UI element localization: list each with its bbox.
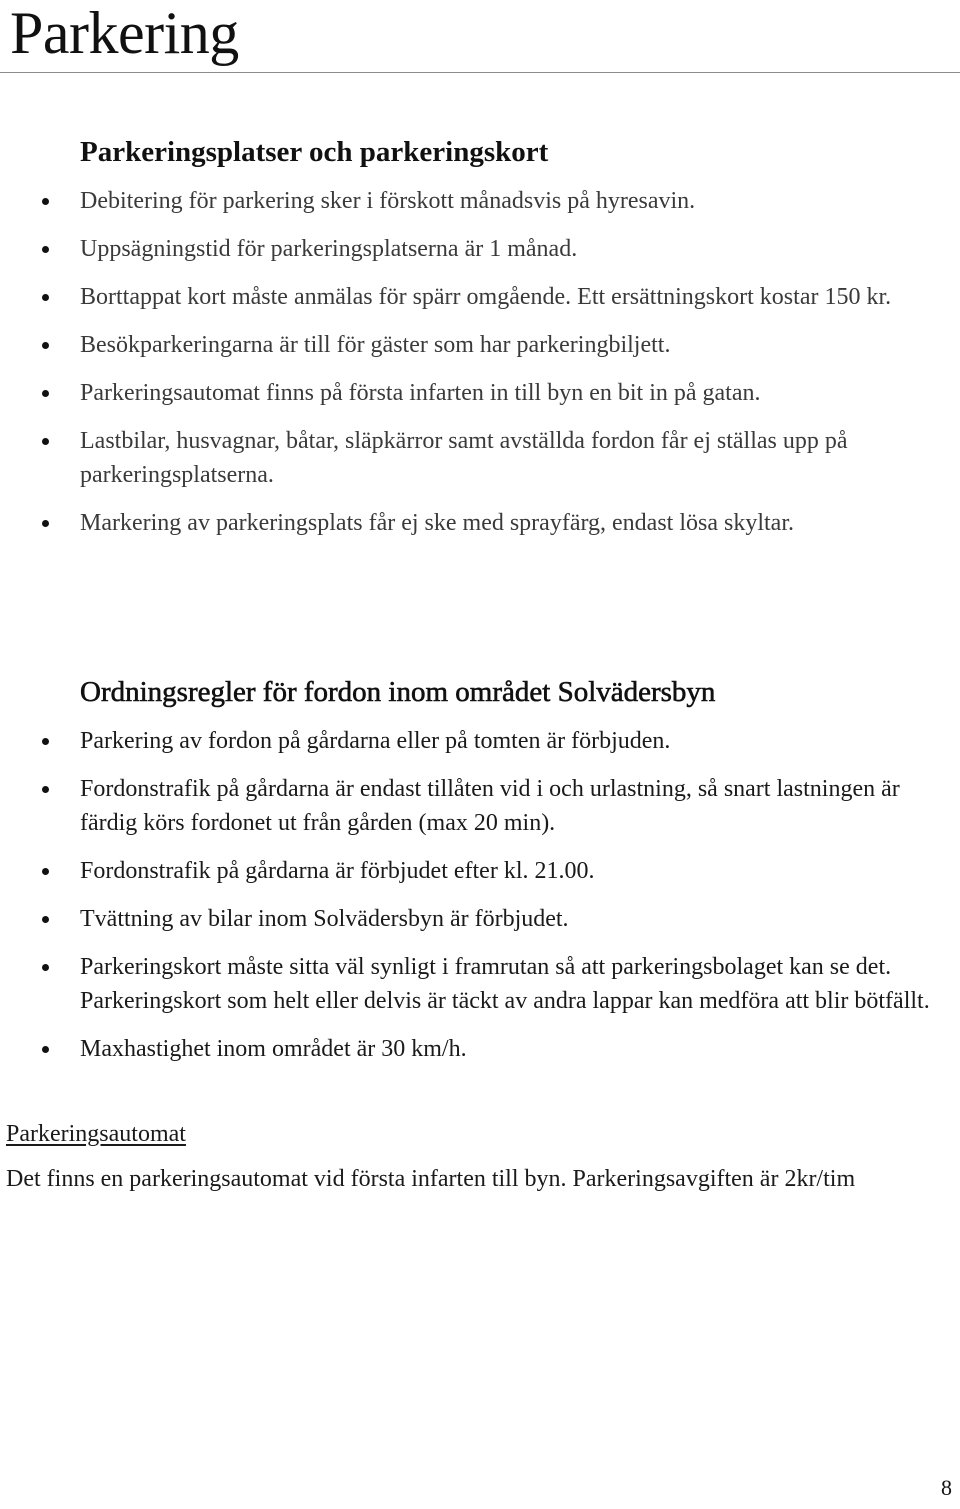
list-item bbox=[0, 232, 960, 266]
list-item bbox=[0, 772, 960, 840]
list-item bbox=[0, 506, 960, 540]
parking-rules-list bbox=[0, 184, 960, 554]
list-item-text: Tvättning av bilar inom Solvädersbyn är förbjudet. bbox=[80, 906, 569, 932]
vehicle-rules-list bbox=[0, 724, 960, 1080]
list-item bbox=[0, 184, 960, 218]
list-item-text: Parkeringsautomat finns på första infarten in till byn en bit in på gatan. bbox=[80, 380, 761, 406]
bullet-icon bbox=[42, 438, 49, 445]
list-item bbox=[0, 280, 960, 314]
list-item-text: Parkering av fordon på gårdarna eller på tomten är förbjuden. bbox=[80, 728, 671, 754]
list-item-text: Uppsägningstid för parkeringsplatserna är 1 månad. bbox=[80, 236, 578, 262]
list-item bbox=[0, 328, 960, 362]
bullet-icon bbox=[42, 964, 49, 971]
list-item-text: Parkeringskort måste sitta väl synligt i framrutan så att parkeringsbolaget kan se det. Parkeringskort som helt eller delvis är täckt av andra lappar kan medföra att blir bötfällt. bbox=[80, 954, 930, 1014]
list-item-text: Fordonstrafik på gårdarna är förbjudet efter kl. 21.00. bbox=[80, 858, 595, 884]
list-item-text: Maxhastighet inom området är 30 km/h. bbox=[80, 1036, 467, 1062]
bullet-icon bbox=[42, 390, 49, 397]
list-item-text: Debitering för parkering sker i förskott månadsvis på hyresavin. bbox=[80, 188, 696, 214]
bullet-icon bbox=[42, 246, 49, 253]
bullet-icon bbox=[42, 342, 49, 349]
list-item-text: Fordonstrafik på gårdarna är endast tillåten vid i och urlastning, så snart lastningen är färdig körs fordonet ut från gården (max 20 min). bbox=[80, 776, 900, 836]
bullet-icon bbox=[42, 520, 49, 527]
section-heading-vehicle-rules: Ordningsregler för fordon inom området Solvädersbyn bbox=[80, 676, 716, 708]
bullet-icon bbox=[42, 738, 49, 745]
list-item bbox=[0, 424, 960, 492]
title-divider bbox=[0, 72, 960, 73]
list-item-text: Markering av parkeringsplats får ej ske med sprayfärg, endast lösa skyltar. bbox=[80, 510, 794, 536]
section-heading-parking-meter: Parkeringsautomat bbox=[6, 1121, 186, 1147]
bullet-icon bbox=[42, 198, 49, 205]
page-number: 8 bbox=[941, 1475, 952, 1500]
list-item-text: Besökparkeringarna är till för gäster som har parkeringbiljett. bbox=[80, 332, 671, 358]
list-item-text: Lastbilar, husvagnar, båtar, släpkärror samt avställda fordon får ej ställas upp på parkeringsplatserna. bbox=[80, 428, 848, 488]
bullet-icon bbox=[42, 916, 49, 923]
section-heading-parking-spaces: Parkeringsplatser och parkeringskort bbox=[80, 136, 549, 168]
list-item bbox=[0, 376, 960, 410]
bullet-icon bbox=[42, 868, 49, 875]
bullet-icon bbox=[42, 1046, 49, 1053]
list-item bbox=[0, 1032, 960, 1066]
bullet-icon bbox=[42, 294, 49, 301]
list-item bbox=[0, 854, 960, 888]
list-item bbox=[0, 902, 960, 936]
page-title: Parkering bbox=[10, 0, 239, 66]
bullet-icon bbox=[42, 786, 49, 793]
list-item bbox=[0, 950, 960, 1018]
parking-meter-paragraph: Det finns en parkeringsautomat vid första infarten till byn. Parkeringsavgiften är 2kr/tim bbox=[6, 1166, 856, 1192]
list-item-text: Borttappat kort måste anmälas för spärr omgående. Ett ersättningskort kostar 150 kr. bbox=[80, 284, 892, 310]
list-item bbox=[0, 724, 960, 758]
